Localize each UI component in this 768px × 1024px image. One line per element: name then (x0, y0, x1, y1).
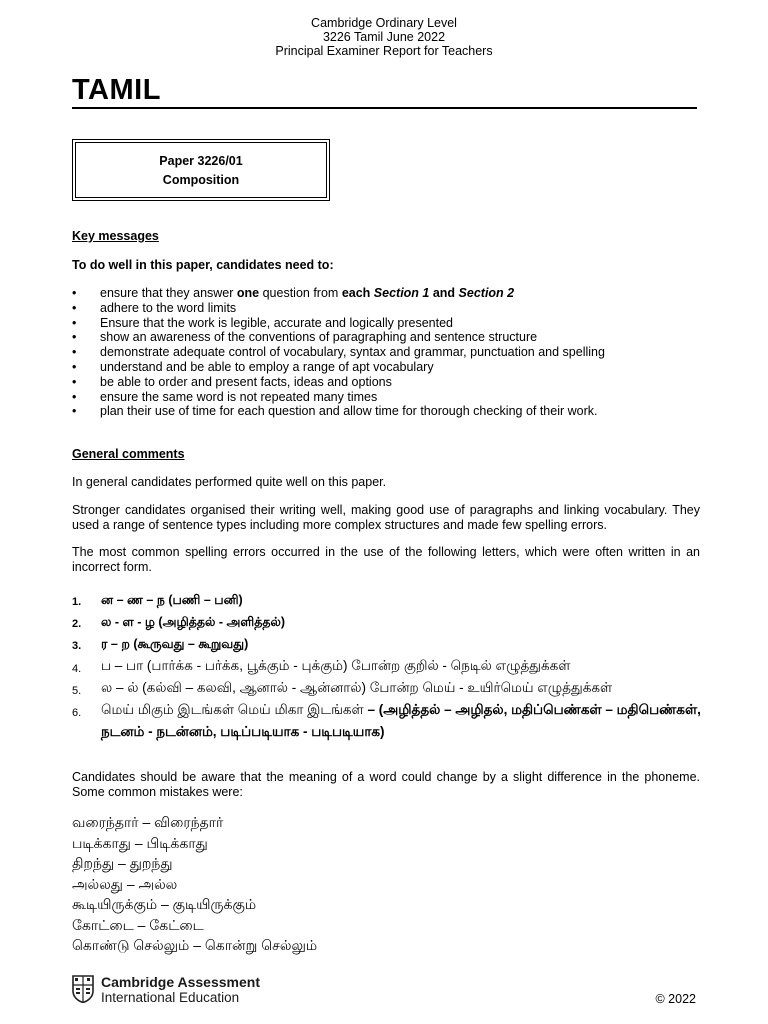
cambridge-logo (72, 974, 332, 1008)
bullet-text: Ensure that the work is legible, accurate and logically presented (100, 315, 453, 330)
item-text: மெய் மிகும் இடங்கள் மெய் மிகா இடங்கள் (101, 702, 368, 717)
copyright-notice: © 2022 (655, 992, 696, 1006)
bullet-icon: • (72, 404, 77, 419)
logo-organisation: Cambridge Assessment (101, 974, 260, 990)
list-item (72, 390, 702, 405)
header-qualification: Cambridge Ordinary Level (311, 16, 457, 30)
list-item: கோட்டை – கேட்டை (72, 916, 204, 933)
list-item (72, 633, 702, 655)
bullet-emphasis: each (341, 286, 371, 300)
bullet-text: ensure that they answer (100, 286, 237, 300)
bullet-text: show an awareness of the conventions of paragraphing and sentence structure (100, 330, 538, 345)
header-report-type: Principal Examiner Report for Teachers (275, 44, 493, 58)
bullet-icon: • (72, 359, 77, 374)
spelling-error-list (72, 589, 702, 743)
item-number: 1. (72, 596, 82, 608)
item-text-examples: – (அழித்தல் – அழிதல், மதிப்பெண்கள் – மதிபெண்கள், நடனம் - நடன்னம், படிப்படியாக - படிபடியாக) (101, 702, 701, 739)
general-comments-paragraph: The most common spelling errors occurred in the use of the following letters, which were often written in an incorrect form. (72, 545, 700, 574)
list-item (72, 345, 702, 360)
list-item (72, 404, 702, 419)
bullet-text: be able to order and present facts, ideas and options (100, 374, 392, 389)
bullet-emphasis: Section 1 (373, 286, 430, 300)
general-comments-paragraph: In general candidates performed quite well on this paper. (72, 475, 387, 489)
list-item: வரைந்தார் – விரைந்தார் (72, 814, 224, 830)
item-number: 3. (72, 640, 82, 652)
item-number: 6. (72, 707, 82, 719)
bullet-icon: • (72, 330, 77, 345)
bullet-emphasis: Section 2 (458, 286, 515, 300)
key-messages-intro: To do well in this paper, candidates need to: (72, 258, 334, 272)
bullet-text: question from (259, 286, 342, 300)
item-number: 2. (72, 618, 82, 630)
header-syllabus: 3226 Tamil June 2022 (322, 30, 446, 44)
paper-number: Paper 3226/01 (159, 154, 243, 168)
bullet-text: adhere to the word limits (100, 300, 237, 315)
item-number: 4. (72, 663, 82, 675)
bullet-text: demonstrate adequate control of vocabulary, syntax and grammar, punctuation and spelling (100, 345, 605, 360)
key-messages-heading: Key messages (72, 229, 159, 243)
title-divider (72, 107, 697, 109)
list-item: கூடியிருக்கும் – குடியிருக்கும் (72, 896, 257, 912)
list-item (72, 375, 702, 390)
list-item (72, 360, 702, 375)
paper-name: Composition (162, 173, 240, 187)
list-item: திறந்து – துறந்து (72, 855, 173, 871)
general-comments-paragraph: Stronger candidates organised their writing well, making good use of paragraphs and linking vocabulary. They used a range of sentence types including more complex structures and made few spelling errors. (72, 503, 700, 532)
logo-division: International Education (101, 990, 240, 1005)
list-item: அல்லது – அல்ல (72, 875, 178, 892)
list-item: படிக்காது – பிடிக்காது (72, 834, 208, 851)
bullet-icon: • (72, 345, 77, 360)
list-item (72, 677, 702, 699)
list-item (72, 286, 702, 301)
item-text: ன – ண – ந (பணி – பனி) (101, 593, 243, 607)
paper-box (72, 139, 330, 201)
item-number: 5. (72, 685, 82, 697)
list-item (72, 589, 702, 611)
paper-box-inner (75, 142, 327, 198)
key-messages-list (72, 286, 702, 419)
general-comments-heading: General comments (72, 447, 185, 461)
list-item (72, 316, 702, 331)
shield-icon (72, 975, 94, 1003)
bullet-text: ensure the same word is not repeated many times (100, 389, 378, 404)
bullet-emphasis: and (429, 286, 459, 300)
bullet-text: plan their use of time for each question and allow time for thorough checking of their work. (100, 404, 598, 419)
bullet-icon: • (72, 315, 77, 330)
item-text: ல – ல் (கல்வி – கலவி, ஆனால் - ஆன்னால்) போன்ற மெய் - உயிர்மெய் எழுத்துக்கள் (101, 680, 613, 695)
item-text: ர – ற (கூருவது – கூறுவது) (101, 637, 249, 651)
subject-title: TAMIL (72, 74, 161, 106)
list-item (72, 330, 702, 345)
list-item (72, 611, 702, 633)
bullet-text: understand and be able to employ a range of apt vocabulary (100, 359, 434, 374)
item-text: ப – பா (பார்க்க - பர்க்க, பூக்கும் - புக்கும்) போன்ற குறில் - நெடில் எழுத்துக்கள் (101, 658, 571, 673)
bullet-icon: • (72, 374, 77, 389)
bullet-emphasis: one (236, 286, 260, 300)
bullet-icon: • (72, 286, 77, 300)
list-item (72, 655, 702, 677)
phoneme-note: Candidates should be aware that the meaning of a word could change by a slight difference in the phoneme. Some common mistakes were: (72, 770, 700, 799)
bullet-icon: • (72, 300, 77, 315)
report-header (0, 16, 768, 58)
common-mistakes-list (72, 812, 317, 956)
list-item: கொண்டு செல்லும் – கொன்று செல்லும் (72, 937, 318, 953)
list-item (72, 699, 702, 743)
item-text: ல - ள - ழ (அழித்தல் - அளித்தல்) (101, 615, 286, 629)
bullet-icon: • (72, 389, 77, 404)
list-item (72, 301, 702, 316)
